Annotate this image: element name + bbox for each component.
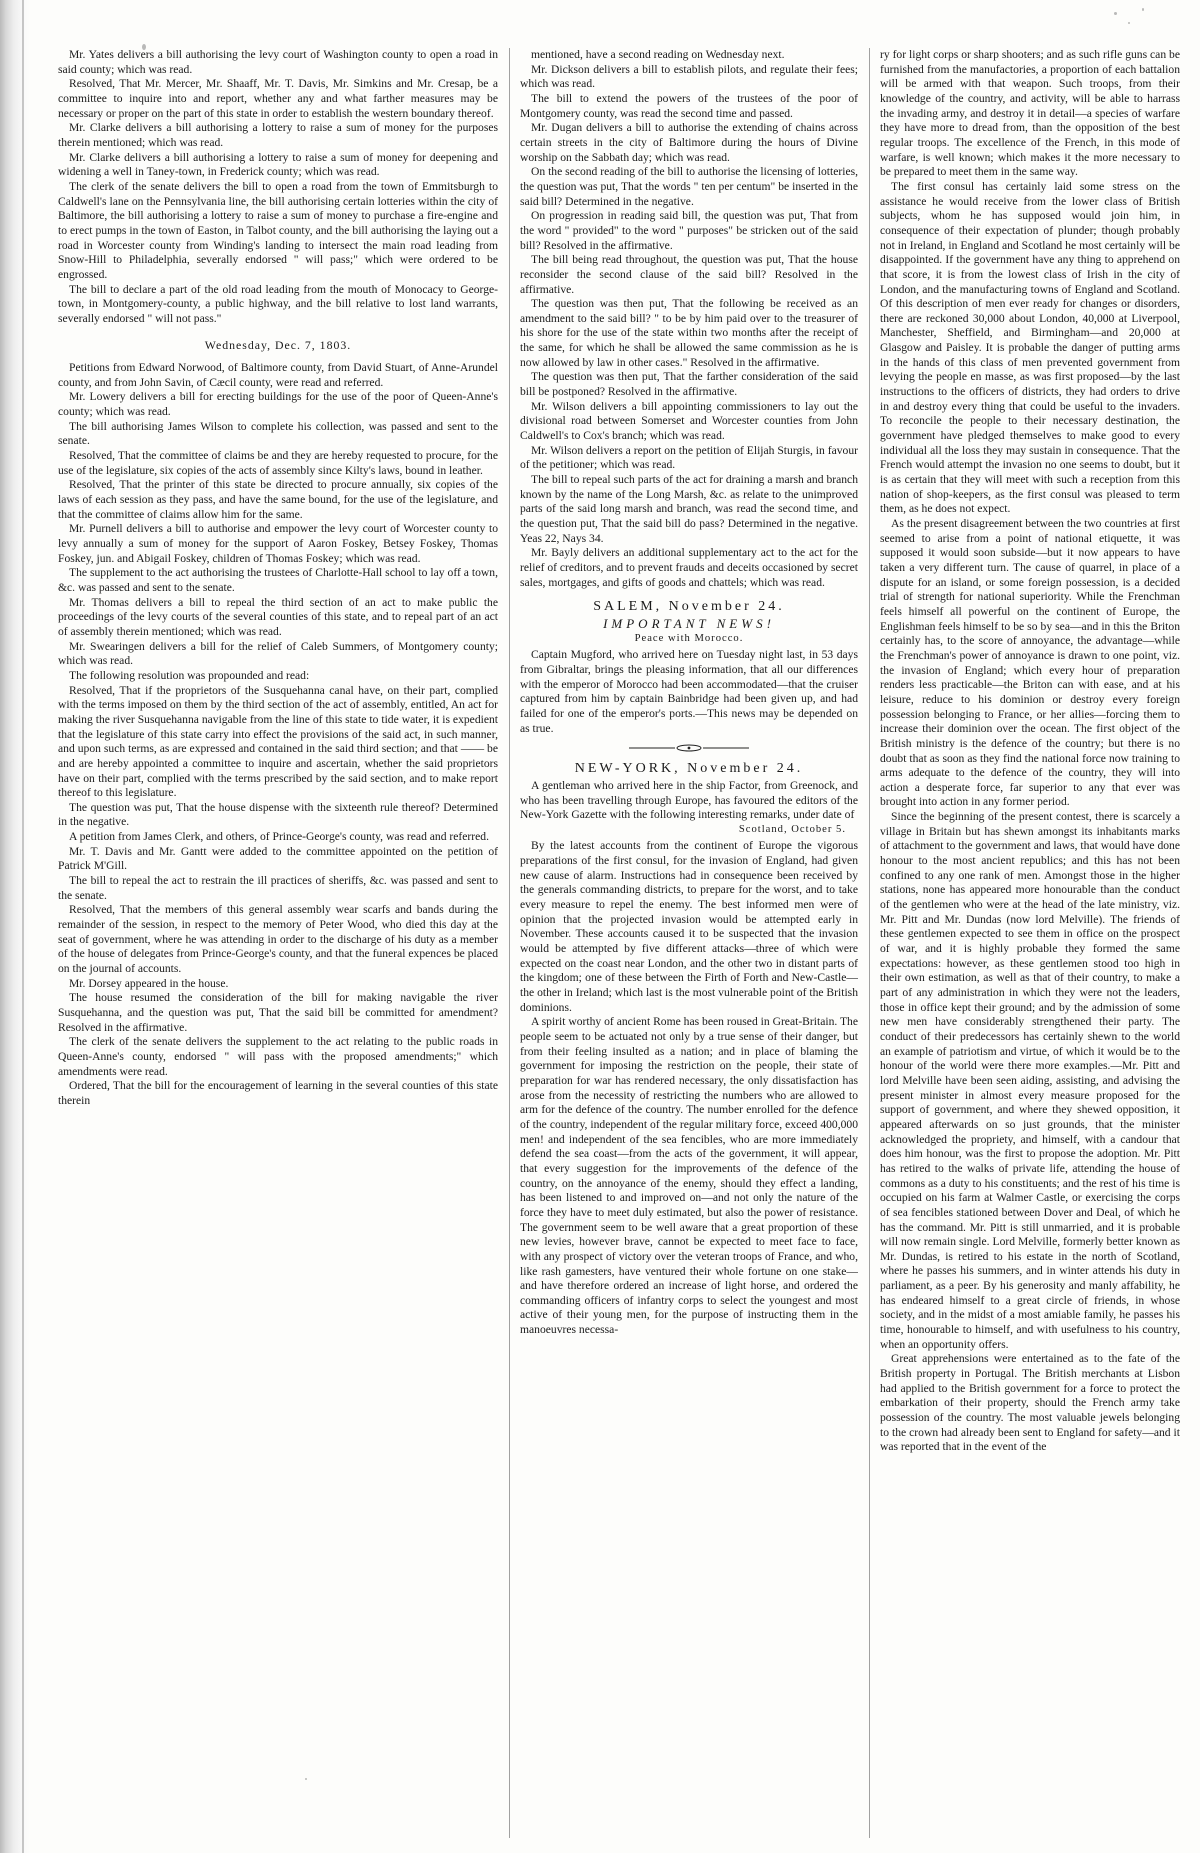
col2-para-8: The question was then put, That the following be received as an amendment to the said bill? " to be by him paid over to the treasurer of his shore for the use of the state within two months after the receipt of the same, for which he shall be allowed the same commission as he is now allowed by law in other cases." Resolved in the affirmative. (520, 297, 858, 369)
scan-speck (1142, 8, 1144, 11)
column-1 (58, 48, 498, 1838)
col2-para-6: On progression in reading said bill, the question was put, That from the word " provided" to the word " purposes" be stricken out of the said bill? Resolved in the affirmative. (520, 209, 858, 252)
col1-para-1: Mr. Yates delivers a bill authorising the levy court of Washington county to open a road in said county; which was read. (58, 48, 498, 76)
col1-para-after-15: The bill to repeal the act to restrain the ill practices of sheriffs, &c. was passed and sent to the senate. (58, 874, 498, 902)
scan-speck (305, 1778, 307, 1780)
col1-para-after-11: Resolved, That if the proprietors of the Susquehanna canal have, on their part, complied with the terms imposed on them by the third section of the act of assembly, entitled, An act for making the river Susquehanna navigable from the line of this state to tide water, it is expedient that the legislature of this state carry into effect the provisions of the said act, in such manner, and upon such terms, as are expressed and contained in the said third section; and that —— be and are hereby appointed a committee to inquire and ascertain, whether the said proprietors have on their part, complied with the terms prescribed by the said section, and to make report thereof to this legislature. (58, 683, 498, 800)
col3-para-2: The first consul has certainly laid some stress on the assistance he would receive from the lower class of British subjects, whom he has supposed would join him, in consequence of their expectation of plunder; though probably not in Ireland, in England and Scotland he most certainly will be disappointed. If the government have any thing to apprehend on that score, it is from the lowest class of Irish in the city of London, and the manufacturing towns of England and Scotland. Of this description of men ever ready for changes or disorders, there are reckoned 30,000 about London, 40,000 at Liverpool, Manchester, Sheffield, and Birmingham—and 20,000 at Glasgow and Paisley. It is probable the danger of putting arms in the hands of this class of men prevented government from levying the people en masse, as was first proposed—by the last instructions to the officers of districts, they had orders to drive in and destroy every thing that could be useful to the invaders. To reconcile the people to their necessary destination, the government have pledged themselves to make good to every individual all the loss they may sustain in consequence. That the French would attempt the invasion no one seems to doubt, but it is as certain that they will meet with such a reception from this nation of shop-keepers, as the first consul was pleased to term them, as he does not expect. (880, 179, 1180, 516)
col1-para-2: Resolved, That Mr. Mercer, Mr. Shaaff, Mr. T. Davis, Mr. Simkins and Mr. Cresap, be a committee to inquire into and report, whether any and what farther measures may be necessary or proper on the part of this state in order to establish the western boundary thereof. (58, 77, 498, 120)
salem-subhead: Peace with Morocco. (634, 632, 744, 644)
col1-para-after-16: Resolved, That the members of this general assembly wear scarfs and bands during the remainder of the session, in respect to the memory of Peter Wood, who died this day at the seat of government, where he was attending in order to the discharge of his duty as a member of the house of delegates from Prince-George's county, and that the funeral expences be placed on the journal of accounts. (58, 903, 498, 976)
scan-speck (1128, 22, 1130, 24)
col1-para-after-20: Ordered, That the bill for the encouragement of learning in the several counties of this state therein (58, 1079, 498, 1107)
column-rule-1 (509, 48, 510, 1838)
newyork-para-2: A spirit worthy of ancient Rome has been roused in Great-Britain. The people seem to be actuated not only by a true sense of their danger, but from their feeling insulted as a nation; and in place of blaming the government for imposing the restriction on the people, their state of preparation for war has rendered necessary, the only dissatisfaction has arose from the necessity of restricting the numbers who are allowed to arm for the defence of the country. The number enrolled for the defence of the country, independent of the regular military force, exceed 400,000 men! and independent of the sea fencibles, who are more immediately defend the sea coast—from the acts of the government, it will appear, that every suggestion for the improvements of the defence of the country, on the annoyance of the enemy, should they effect a landing, has been listened to and improved on—and not only the nature of the force they have to meet duly estimated, but also the power of resistance. The government seem to be well aware that a great proportion of these new levies, however brave, cannot be expected to meet face to face, with any prospect of victory over the veteran troops of France, and who, like rash gamesters, have ventured their whole fortune on one stake—and have therefore ordered an increase of light horse, and ordered the commanding officers of infantry corps to select the youngest and most active of their young men, for the purpose of instructing them in the manoeuvres necessa- (520, 1015, 858, 1337)
col1-para-after-18: The house resumed the consideration of the bill for making navigable the river Susquehanna, and the question was put, That the said bill be committed for amendment? Resolved in the affirmative. (58, 991, 498, 1034)
col1-para-after-3: The bill authorising James Wilson to complete his collection, was passed and sent to the senate. (58, 419, 498, 448)
col3-para-5: Great apprehensions were entertained as to the fate of the British property in Portugal. The British merchants at Lisbon had applied to the British government for a force to protect the embarkation of their property, should the French army take possession of the country. The most valuable jewels belonging to the crown had already been sent to England for safety—and it was reported that in the event of the (880, 1352, 1180, 1454)
column-rule-2 (869, 48, 870, 1838)
col1-para-4: Mr. Clarke delivers a bill authorising a lottery to raise a sum of money for deepening and widening a well in Taney-town, in Frederick county; which was read. (58, 150, 498, 179)
salem-body: Captain Mugford, who arrived here on Tuesday night last, in 53 days from Gibraltar, brings the pleasing information, that all our differences with the emperor of Morocco had been accommodated—that the cruiser captured from him by captain Bainbridge had been given up, and had failed for one of the emperor's ports.—This news may be depended on as true. (520, 648, 858, 735)
col2-para-1: mentioned, have a second reading on Wednesday next. (531, 48, 785, 61)
col1-para-6: The bill to declare a part of the old road leading from the mouth of Monocacy to George-town, in Montgomery-county, a public highway, and the bill relative to lost land warrants, severally endorsed " will not pass." (58, 282, 498, 325)
scan-speck (142, 44, 146, 50)
salem-headline: IMPORTANT NEWS! (603, 615, 775, 631)
col1-dateline: Wednesday, Dec. 7, 1803. (204, 338, 352, 353)
col1-para-after-12: The question was put, That the house dispense with the sixteenth rule thereof? Determined in the negative. (58, 800, 498, 829)
col1-para-after-10: The following resolution was propounded and read: (69, 668, 310, 682)
col1-para-after-17: Mr. Dorsey appeared in the house. (69, 976, 229, 990)
col1-para-after-19: The clerk of the senate delivers the supplement to the act relating to the public roads in Queen-Anne's county, endorsed " will pass with the proposed amendments;" which amendments were read. (58, 1035, 498, 1078)
col2-para-10: Mr. Wilson delivers a bill appointing commissioners to lay out the divisional road between Somerset and Worcester counties from John Caldwell's to Cox's branch; which was read. (520, 399, 858, 443)
binding-edge-line (22, 0, 24, 1853)
col1-para-after-13: A petition from James Clerk, and others, of Prince-George's county, was read and referred. (69, 830, 489, 844)
col1-para-after-6: Mr. Purnell delivers a bill to authorise and empower the levy court of Worcester county to levy annually a sum of money for the support of Aaron Foskey, Betsey Foskey, Thomas Foskey, jun. and Abigail Foskey, children of Thomas Foskey; which was read. (58, 522, 498, 565)
column-3 (880, 48, 1180, 1838)
col3-para-4: Since the beginning of the present contest, there is scarcely a village in Britain but has shewn amongst its inhabitants marks of attachment to the government and laws, that would have done honour to the most ancient republics; and this has not been confined to any one rank of men. Amongst those in the higher stations, none has appeared more honourable than the conduct of the gentlemen who were at the head of the late ministry, viz. Mr. Pitt and Mr. Dundas (now lord Melville). The friends of these gentlemen expected to see them in office on the prospect of war, and it is highly probable they formed the same expectations: however, as these gentlemen stood too high in their own estimation, as well as that of their country, to make a part of any administration in which they were not the leaders, those in office kept their ground; and by the admission of some new men have considerably strengthened their party. The conduct of their predecessors has certainly shewn to the world an example of patriotism and virtue, of which it would be to the honour of the world were there more examples.—Mr. Pitt and lord Melville have been seen aiding, assisting, and advising the present minister in almost every measure proposed for the support of government, and where they shewed opposition, it appeared afterwards on so just grounds, that the minister acknowledged the propriety, and himself, with a candour that does him honour, was the first to propose the adoption. Mr. Pitt has retired to the walks of private life, attending the house of commons as a duty to his constituents; and the rest of his time is occupied on his farm at Walmer Castle, or exercising the corps of sea fencibles stationed between Dover and Deal, of which he has the command. Mr. Pitt is still unmarried, and it is probable will now remain single. Lord Melville, formerly better known as Mr. Dundas, is retired to his estate in the north of Scotland, where he passes his summers, and in winter attends his duty in parliament, as a peer. By his generosity and manly affability, he has endeared himself to a great circle of friends, in whose society, and in the midst of a most amiable family, he passes his time, honourable to himself, and with usefulness to his country, when an opportunity offers. (880, 810, 1180, 1351)
col1-para-after-14: Mr. T. Davis and Mr. Gantt were added to the committee appointed on the petition of Patrick M'Gill. (58, 844, 498, 873)
newyork-dateline: NEW-YORK, November 24. (574, 761, 804, 777)
scan-speck (1114, 12, 1117, 15)
binding-shadow (0, 0, 30, 1853)
col1-para-after-1: Petitions from Edward Norwood, of Baltimore county, from David Stuart, of Anne-Arundel county, and from John Savin, of Cæcil county, were read and referred. (58, 361, 498, 389)
col1-para-after-8: Mr. Thomas delivers a bill to repeal the third section of an act to make public the proceedings of the levy courts of the several counties of this state, and to repeal part of an act of assembly therein mentioned; which was read. (58, 595, 498, 638)
newyork-intro: A gentleman who arrived here in the ship Factor, from Greenock, and who has been travelling through Europe, has favoured the editors of the New-York Gazette with the following interesting remarks, under date of (520, 778, 858, 822)
col2-para-7: The bill being read throughout, the question was put, That the house reconsider the second clause of the said bill? Resolved in the affirmative. (520, 253, 858, 296)
col2-para-4: Mr. Dugan delivers a bill to authorise the extending of chains across certain streets in the city of Baltimore during the hours of Divine worship on the Sabbath day; which was read. (520, 121, 858, 164)
col2-para-3: The bill to extend the powers of the trustees of the poor of Montgomery county, was read the second time and passed. (520, 91, 858, 120)
col2-para-9: The question was then put, That the farther consideration of the said bill be postponed? Resolved in the affirmative. (520, 370, 858, 399)
newyork-para-1: By the latest accounts from the continent of Europe the vigorous preparations of the first consul, for the invasion of England, had given new cause of alarm. Instructions had in consequence been received by the generals commanding districts, to prepare for the worst, and to take every measure to repel the enemy. The best informed men were of opinion that the projected invasion would be attempted early in November. These accounts caused it to be suspected that the invasion would be attempted by five different attacks—three of which were expected on the coast near London, and the other two in distant parts of the kingdom; one of these between the Firth of Forth and New-Castle—the other in Ireland; which last is the most vulnerable point of the British dominions. (520, 839, 858, 1014)
section-divider-flourish (629, 744, 749, 752)
col2-para-11: Mr. Wilson delivers a report on the petition of Elijah Sturgis, in favour of the petitioner; which was read. (520, 443, 858, 472)
col1-para-3: Mr. Clarke delivers a bill authorising a lottery to raise a sum of money for the purposes therein mentioned; which was read. (58, 121, 498, 149)
col2-para-5: On the second reading of the bill to authorise the licensing of lotteries, the question was put, That the words " ten per centum" be inserted in the said bill? Determined in the negative. (520, 165, 858, 208)
col1-para-after-2: Mr. Lowery delivers a bill for erecting buildings for the use of the poor of Queen-Anne's county; which was read. (58, 390, 498, 419)
col1-para-after-5: Resolved, That the printer of this state be directed to procure annually, six copies of the laws of each session as they pass, and have the same bound, for the use of the legislature, and that the committee of claims allow him for the same. (58, 478, 498, 521)
col3-para-3: As the present disagreement between the two countries at first seemed to arise from a point of national etiquette, it was supposed it would soon subside—but it now appears to have taken a very different turn. The cause of quarrel, in place of a dispute for an island, or some foreign possession, is a decided trial of strength for national superiority. While the Frenchman feels himself all powerful on the continent of Europe, the Englishman feels himself to be so by sea—and in this the Briton certainly has, to the score of annoyance, the advantage—while the Frenchman's power of annoyance is drawn to one point, viz. the invasion of England; which every hour of preparation renders less practicable—the Briton can with ease, and at his leisure, reduce to his dominion or destroy every foreign possession belonging to France, or her allies—forcing them to increase their dominion over the ocean. The first object of the British ministry is the defence of the country; but there is no doubt that as soon as they find the national force now training to arms adequate to the defence of the country, they will into action a desperate force, far superior to any that ever was brought into action in any former period. (880, 517, 1180, 809)
col3-para-1: ry for light corps or sharp shooters; and as such rifle guns can be furnished from the manufactories, a proportion of each battalion will be armed with that weapon. Such troops, from their knowledge of the country, and activity, will be able to harrass the invading army, and destroy it in detail—a species of warfare they have more to dread from, than the opposition of the best regular troops. The excellence of the French, in this mode of warfare, is well known; which makes it the more necessary to be prepared to meet them in the same way. (880, 48, 1180, 179)
col1-para-after-9: Mr. Swearingen delivers a bill for the relief of Caleb Summers, of Montgomery county; which was read. (58, 639, 498, 668)
col1-para-5: The clerk of the senate delivers the bill to open a road from the town of Emmitsburgh to Caldwell's lane on the Pennsylvania line, the bill authorising certain lotteries within the city of Baltimore, the bill authorising a lottery to raise a sum of money to purchase a fire-engine and to erect pumps in the town of Easton, in Talbot county, and the bill authorising the laying out a road in Worcester county from Winding's landing to intersect the main road leading from Snow-Hill to Philadelphia, severally endorsed " will pass;" which were ordered to be engrossed. (58, 179, 498, 281)
column-2 (520, 48, 858, 1838)
newyork-place: Scotland, October 5. (738, 823, 846, 835)
col1-para-after-4: Resolved, That the committee of claims be and they are hereby requested to procure, for the use of the legislature, six copies of the acts of assembly since Kilty's laws, bound in leather. (58, 449, 498, 477)
salem-dateline: SALEM, November 24. (593, 599, 785, 615)
col1-para-after-7: The supplement to the act authorising the trustees of Charlotte-Hall school to lay off a town, &c. was passed and sent to the senate. (58, 566, 498, 594)
col2-para-2: Mr. Dickson delivers a bill to establish pilots, and regulate their fees; which was read. (520, 62, 858, 91)
col2-para-13: Mr. Bayly delivers an additional supplementary act to the act for the relief of creditors, and to prevent frauds and deceits occasioned by secret sales, mortgages, and gifts of goods and chattels; which was read. (520, 546, 858, 589)
col2-para-12: The bill to repeal such parts of the act for draining a marsh and branch known by the name of the Long Marsh, &c. as relate to the unimproved parts of the said long marsh and branch, was read the second time, and the question put, That the said bill do pass? Determined in the negative. Yeas 22, Nays 34. (520, 473, 858, 545)
